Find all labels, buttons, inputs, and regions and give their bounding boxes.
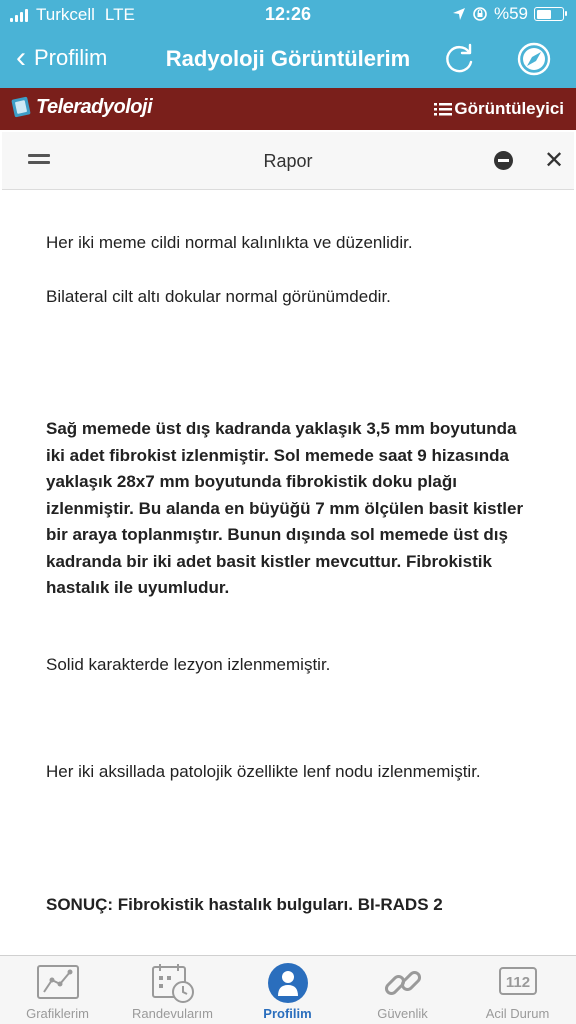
refresh-icon[interactable] xyxy=(440,40,478,78)
chart-icon xyxy=(36,962,80,1004)
report-conclusion: SONUÇ: Fibrokistik hastalık bulguları. BI-RADS 2 xyxy=(46,895,443,914)
emergency-112-icon xyxy=(496,962,540,1004)
page-title: Radyoloji Görüntülerim xyxy=(165,46,411,71)
carrier-name: Turkcell xyxy=(36,5,95,24)
status-right xyxy=(452,4,564,24)
tab-bar xyxy=(0,955,576,1024)
report-paragraph-subcutaneous: Bilateral cilt altı dokular normal görünümdedir. xyxy=(46,287,391,306)
tab-label: Randevularım xyxy=(132,1006,213,1021)
back-button[interactable] xyxy=(16,43,107,73)
orientation-lock-icon xyxy=(472,6,488,22)
report-paragraph-axilla: Her iki aksillada patolojik özellikte lenf nodu izlenmemiştir. xyxy=(46,762,481,781)
battery-fill xyxy=(537,10,552,19)
calendar-clock-icon xyxy=(151,962,195,1004)
brand-name: Teleradyoloji xyxy=(36,95,153,118)
tab-acil-durum[interactable] xyxy=(460,956,575,1024)
tab-label: Profilim xyxy=(263,1006,312,1021)
location-arrow-icon xyxy=(452,7,466,21)
chain-link-icon xyxy=(381,962,425,1004)
tab-randevularim[interactable] xyxy=(115,956,230,1024)
tab-label: Acil Durum xyxy=(485,1006,550,1021)
nav-bar xyxy=(0,30,576,88)
viewer-button[interactable] xyxy=(434,99,564,119)
report-paragraph-findings: Sağ memede üst dış kadranda yaklaşık 3,5 mm boyutunda iki adet fibrokist izlenmiştir. Sol memede saat 9 hizasında yaklaşık 28x7 mm boyutunda fibrokistik doku plağı izlenmiştir. Bu alanda en büyüğü 7 mm ölçülen basit kistler bir araya toplanmıştır. Bunun dışında sol memede üst dış kadranda bir iki adet basit kistler mevcuttur. Fibrokistik hastalık ile uyumludur. xyxy=(46,419,524,597)
tab-guvenlik[interactable] xyxy=(345,956,460,1024)
tab-label: Güvenlik xyxy=(377,1006,428,1021)
viewer-label: Görüntüleyici xyxy=(454,99,564,118)
battery-icon xyxy=(534,7,564,21)
tab-label: Grafiklerim xyxy=(26,1006,89,1021)
tab-grafiklerim[interactable] xyxy=(0,956,115,1024)
person-icon xyxy=(266,962,310,1004)
network-type: LTE xyxy=(104,5,135,24)
close-icon[interactable]: ✕ xyxy=(544,147,565,174)
tab-profilim[interactable] xyxy=(230,956,345,1024)
logo-mark-icon xyxy=(10,94,34,120)
teleradyoloji-logo xyxy=(10,94,152,120)
status-bar xyxy=(0,0,576,30)
chevron-left-icon: ‹ xyxy=(16,41,26,74)
emergency-number: 112 xyxy=(505,974,531,991)
report-paragraph-skin: Her iki meme cildi normal kalınlıkta ve düzenlidir. xyxy=(46,233,413,252)
battery-percent: %59 xyxy=(493,4,528,23)
back-label: Profilim xyxy=(34,45,108,70)
brand-bar xyxy=(0,88,576,130)
report-paragraph-solid-lesion: Solid karakterde lezyon izlenmemiştir. xyxy=(46,655,331,674)
compass-icon[interactable] xyxy=(515,40,553,78)
minimize-icon[interactable] xyxy=(494,151,513,170)
status-time: 12:26 xyxy=(264,4,312,24)
panel-header xyxy=(2,132,574,190)
panel-title: Rapor xyxy=(263,151,313,171)
list-icon xyxy=(434,101,452,117)
